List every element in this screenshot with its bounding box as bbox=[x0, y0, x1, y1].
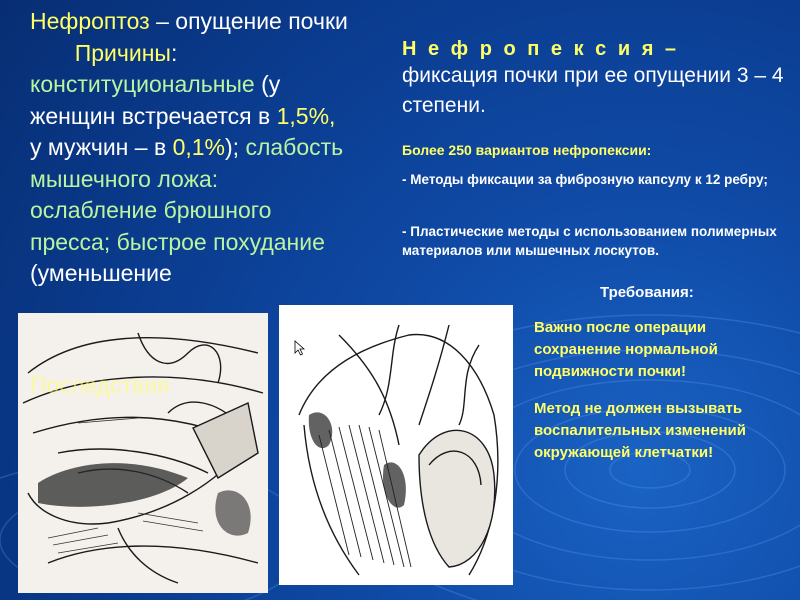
nephroptosis-definition: – опущение почки bbox=[149, 8, 348, 34]
surgery-illustration-left bbox=[18, 313, 268, 593]
method-item-plastic: - Пластические методы с использованием полимерных материалов или мышечных лоскутов. bbox=[402, 224, 777, 258]
weakness-cause: слабость мышечного ложа: ослабление брюшного пресса; быстрое похудание bbox=[30, 134, 344, 255]
method-item-capsule: - Методы фиксации за фиброзную капсулу к 12 ребру; bbox=[402, 172, 768, 187]
requirements-heading: Требования: bbox=[600, 284, 694, 301]
women-percent: 1,5%, bbox=[276, 102, 336, 129]
requirement-item-no-inflammation: Метод не должен вызывать воспалительных изменений окружающей клетчатки! bbox=[534, 400, 746, 461]
causes-label: Причины bbox=[74, 39, 171, 66]
mouse-pointer-icon bbox=[294, 340, 306, 361]
causes-colon: : bbox=[170, 39, 178, 66]
nephropexy-title: Н е ф р о п е к с и я – bbox=[402, 38, 680, 60]
constitutional-cause: конституциональные bbox=[30, 71, 255, 97]
nephropexy-definition-block bbox=[402, 38, 792, 121]
men-text: у мужчин – в bbox=[30, 134, 173, 160]
weight-loss-tail: (уменьшение bbox=[30, 260, 172, 286]
nephroptosis-term: Нефроптоз bbox=[30, 8, 150, 34]
nephroptosis-paragraph bbox=[30, 6, 350, 290]
nephropexy-definition: фиксация почки при ее опущении 3 – 4 степени. bbox=[402, 64, 784, 117]
consequences-label-overlay: Последствия bbox=[30, 372, 170, 398]
methods-heading: Более 250 вариантов нефропексии: bbox=[402, 142, 652, 158]
paren-close: ); bbox=[225, 134, 240, 160]
requirement-item-mobility: Важно после операции сохранение нормальной подвижности почки! bbox=[534, 319, 718, 380]
surgery-illustration-right bbox=[279, 305, 513, 585]
men-percent: 0,1% bbox=[172, 134, 225, 160]
women-text: (у женщин встречается в bbox=[30, 71, 281, 129]
